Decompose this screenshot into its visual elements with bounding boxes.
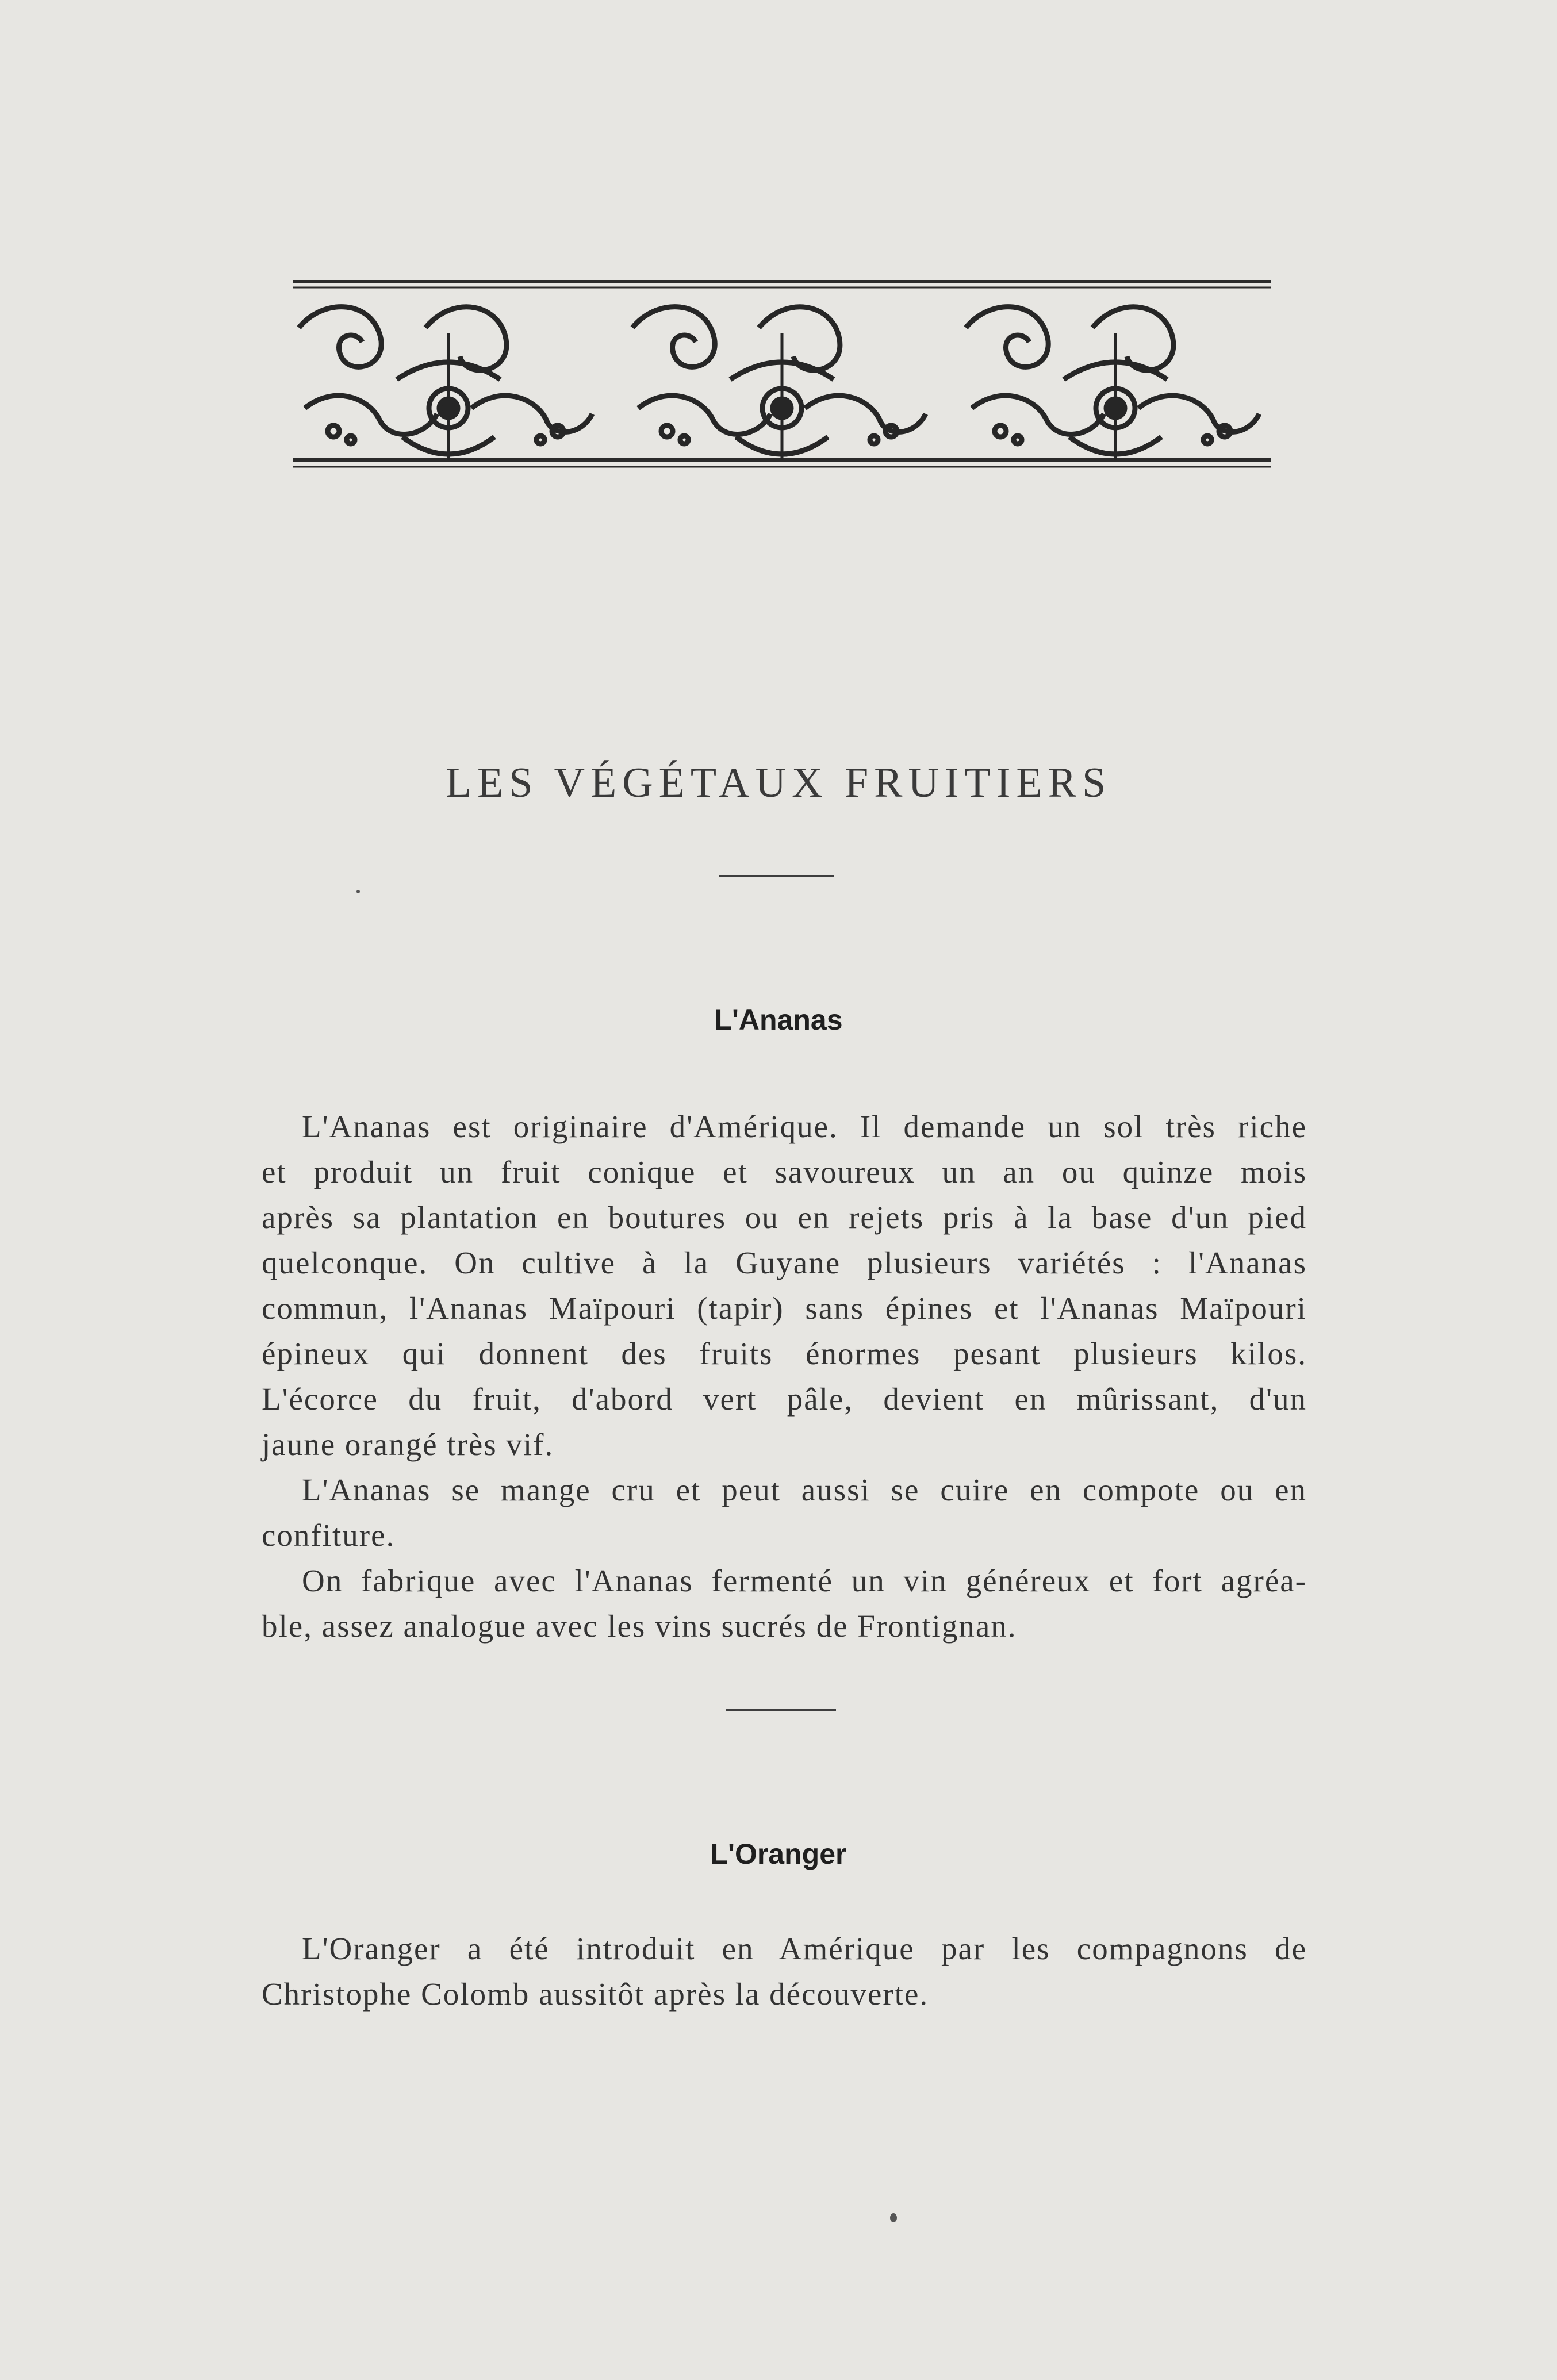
oranger-body-text — [262, 1926, 1307, 2017]
ornamental-header-band — [282, 264, 1282, 483]
text-line: L'Ananas est originaire d'Amérique. Il demande un sol très riche — [302, 1109, 1307, 1144]
text-line: confiture. — [262, 1518, 396, 1553]
section-divider — [719, 875, 834, 877]
text-line: commun, l'Ananas Maïpouri (tapir) sans épines et l'Ananas Maïpouri — [262, 1291, 1307, 1326]
text-line: épineux qui donnent des fruits énormes pesant plusieurs kilos. — [262, 1336, 1307, 1371]
text-line: L'Ananas se mange cru et peut aussi se cuire en compote ou en — [302, 1472, 1307, 1507]
text-line: jaune orangé très vif. — [262, 1427, 554, 1462]
text-line: ble, assez analogue avec les vins sucrés de Frontignan. — [262, 1609, 1017, 1644]
text-line: On fabrique avec l'Ananas fermenté un vin généreux et fort agréa- — [302, 1563, 1307, 1598]
text-line: et produit un fruit conique et savoureux un an ou quinze mois — [262, 1154, 1307, 1189]
text-line: L'Oranger a été introduit en Amérique par les compagnons de — [302, 1931, 1307, 1966]
ananas-body-text — [262, 1104, 1307, 1649]
paper-speck — [356, 890, 360, 893]
section-divider — [726, 1709, 836, 1711]
text-line: quelconque. On cultive à la Guyane plusieurs variétés : l'Ananas — [262, 1245, 1307, 1280]
text-line: L'écorce du fruit, d'abord vert pâle, devient en mûrissant, d'un — [262, 1381, 1307, 1417]
chapter-title: LES VÉGÉTAUX FRUITIERS — [445, 759, 1112, 807]
text-line: après sa plantation en boutures ou en rejets pris à la base d'un pied — [262, 1200, 1307, 1235]
section-title-ananas: L'Ananas — [714, 1004, 843, 1036]
paper-speck — [890, 2213, 897, 2222]
text-line: Christophe Colomb aussitôt après la découverte. — [262, 1976, 929, 2012]
section-title-oranger: L'Oranger — [710, 1838, 847, 1870]
